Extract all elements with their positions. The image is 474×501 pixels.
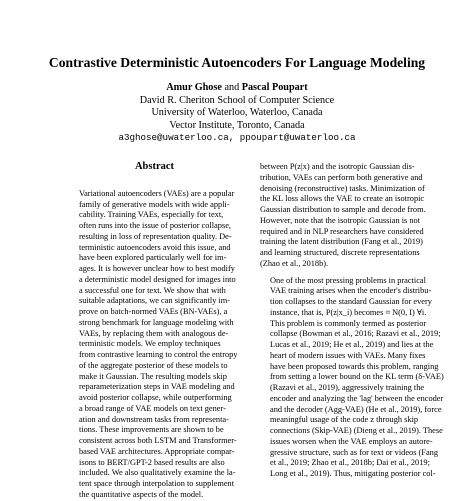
right-column [260,162,444,480]
body-line: VAE training arises when the encoder's distribu- [270,286,432,296]
affiliation-1: David R. Cheriton School of Computer Science [139,94,335,106]
abstract-line: have been explored particularly well for im- [79,253,227,263]
body-line: tribution, VAEs can perform both generative and [260,172,423,182]
body-line: between P(z|x) and the isotropic Gaussian dis- [260,162,415,171]
abstract-line: isons to BERT/GPT-2 based results are also [79,457,225,467]
abstract-line: a successful one for text. We show that with [79,285,226,295]
author-emails: a3ghose@uwaterloo.ca, ppoupart@uwaterloo.ca [118,132,356,144]
body-line: (Razavi et al., 2019), aggressively training the [270,383,425,392]
body-line: required and in NLP researchers have considered [260,226,424,236]
body-paragraph-2 [260,275,444,480]
body-line: gressive structure, such as for text or videos (Fang [270,447,438,457]
body-line: tion collapses to the standard Gaussian for every [270,297,432,306]
author-block [0,82,474,145]
body-paragraph-1 [260,162,426,270]
body-line: from setting a lower bound on the KL term (δ-VAE) [270,372,444,382]
abstract-line: terministic models. We employ techniques [79,339,221,349]
body-line: However, note that the isotropic Gaussian is not [260,215,421,225]
body-line: have been proposed towards this problem, ranging [270,361,439,371]
abstract-line: a deterministic model designed for images into [79,274,236,284]
abstract-line: family of generative models with wide appli- [79,199,230,209]
abstract-line: suitable adaptations, we can significantly im- [79,296,231,306]
author-conjunction: and [224,82,240,93]
author-1: Amur Ghose [166,82,222,93]
paper-title: Contrastive Deterministic Autoencoders For Language Modeling [48,55,426,70]
body-line: denoising (reconstructive) tasks. Minimization of [260,183,425,193]
body-line: instance, that is, P(z|x_i) becomes ≈ N(0, I) ∀i. [270,307,427,317]
abstract-line: avoid posterior collapse, while outperforming [79,393,232,402]
abstract-line: ages. It is however unclear how to best modify [79,264,235,273]
abstract-line: Variational autoencoders (VAEs) are a popular [79,188,235,198]
abstract-line: tent space through interpolation to supplement [79,479,235,488]
body-line: encoder and analyzing the 'lag' between the encoder [270,393,444,403]
abstract-line: a broad range of VAE models on text gener- [79,403,226,413]
body-line: and learning structured, discrete representations [260,248,420,257]
body-line: the KL loss allows the VAE to create an isotropic [260,194,425,204]
body-line: (Zhao et al., 2018b). [260,258,329,268]
body-line: Lucas et al., 2019; He et al., 2019) and lies at the [270,340,434,349]
abstract-line: resulting in loss of representation quality. De- [79,231,232,241]
abstract-line: VAEs, by replacing them with analogous de- [79,328,229,338]
abstract-heading: Abstract [134,161,175,172]
author-names [0,82,474,95]
body-line: heart of modern issues with VAEs. Many fixes [270,350,426,360]
abstract-line: cability. Training VAEs, especially for text, [79,210,224,220]
abstract-line: prove on batch-normed VAEs (BN-VAEs), a [79,307,228,316]
abstract-line: from contrastive learning to control the entropy [79,350,238,359]
body-line: This problem is commonly termed as posterior [270,318,427,328]
abstract-line: make it Gaussian. The resulting models skip [79,371,227,381]
abstract-line: tions. These improvements are shown to be [79,425,224,435]
left-column [69,162,240,501]
abstract-line: consistent across both LSTM and Transformer- [79,436,237,445]
body-line: Gaussian distribution to sample and decode from. [260,205,426,214]
body-line: connections (Skip-VAE) (Dieng et al., 2019). These [270,426,443,435]
body-line: issues worsen when the VAE employs an autore- [270,436,433,446]
abstract-line: based VAE architectures. Appropriate compar- [79,446,235,456]
body-line: and the decoder (Agg-VAE) (He et al., 2019), force [270,404,442,414]
abstract-line: terministic autoencoders avoid this issue, and [79,242,231,252]
abstract-line: the quantitative aspects of the model. [79,489,204,499]
abstract-line: ation and downstream tasks from representa- [79,414,229,424]
abstract-body [79,188,238,501]
abstract-line: often runs into the issue of posterior collapse, [79,221,232,230]
body-line: meaningful usage of the code z through skip [270,415,419,425]
abstract-line: included. We also qualitatively examine the la- [79,468,236,478]
author-2: Pascal Poupart [241,82,308,93]
abstract-line: of the aggregate posterior of these models to [79,360,228,370]
body-line: collapse (Bowman et al., 2016; Razavi et al., 2019; [270,329,441,339]
body-line: et al., 2019; Zhao et al., 2018b; Dai et al., 2019; [270,458,430,468]
affiliation-2: University of Waterloo, Waterloo, Canada [151,107,323,119]
body-line: Long et al., 2019). Thus, mitigating posterior col- [270,469,436,478]
abstract-line: reparameterization steps in VAE modeling and [79,382,235,392]
body-line: training the latent distribution (Fang et al., 2019) [260,237,423,247]
affiliation-3: Vector Institute, Toronto, Canada [169,119,305,131]
abstract-line: strong benchmark for language modeling with [79,317,234,327]
body-line: One of the most pressing problems in practical [270,275,426,285]
